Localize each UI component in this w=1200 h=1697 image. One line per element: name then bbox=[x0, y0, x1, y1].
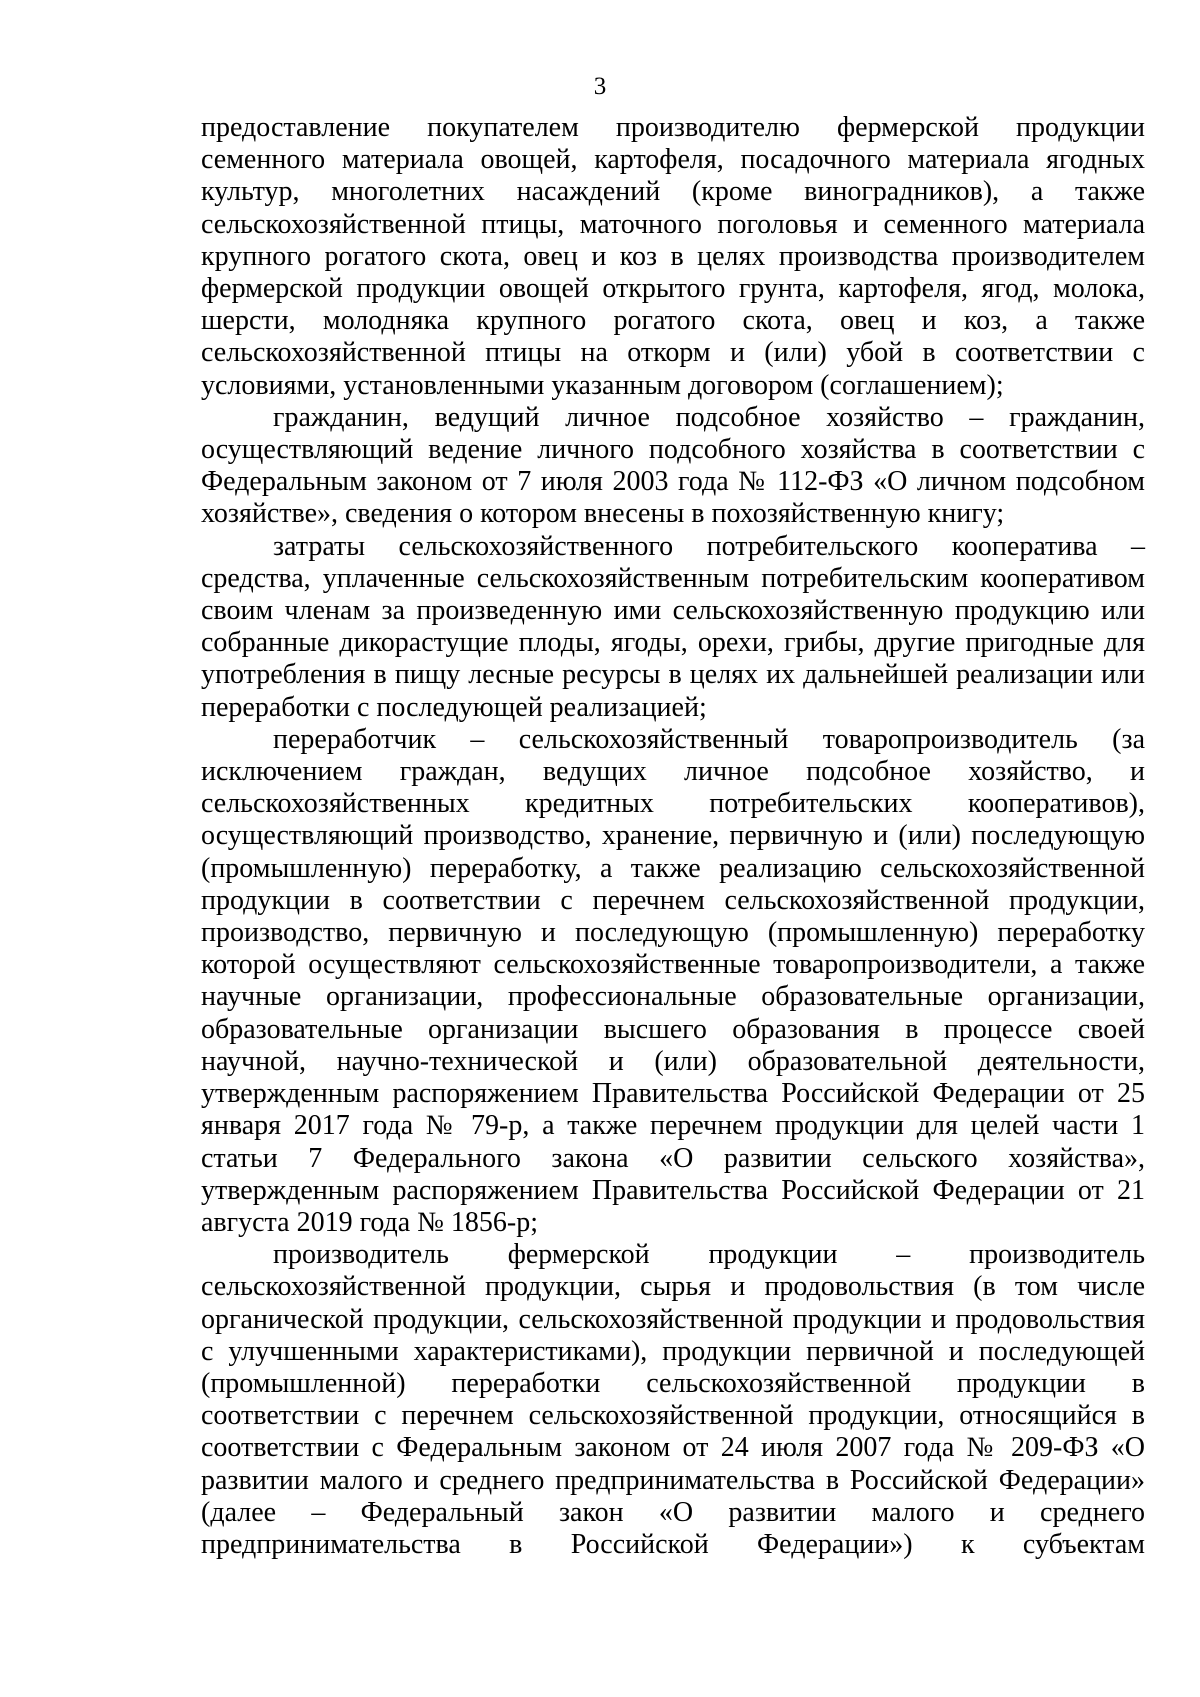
document-body bbox=[201, 112, 1145, 1561]
paragraph-continuation: предоставление покупателем производителю фермерской продукции семенного материала овощей, картофеля, посадочного материала ягодных культур, многолетних насаждений (кроме виноградников), а также сельскохозяйственной птицы, маточного поголовья и семенного материала крупного рогатого скота, овец и коз в целях производства производителем фермерской продукции овощей открытого грунта, картофеля, ягод, молока, шерсти, молодняка крупного рогатого скота, овец и коз, а также сельскохозяйственной птицы на откорм и (или) убой в соответствии с условиями, установленными указанным договором (соглашением); bbox=[201, 112, 1145, 401]
paragraph-definition-cooperative-costs: затраты сельскохозяйственного потребительского кооператива – средства, уплаченные сельскохозяйственным потребительским кооперативом своим членам за произведенную ими сельскохозяйственную продукцию или собранные дикорастущие плоды, ягоды, орехи, грибы, другие пригодные для употребления в пищу лесные ресурсы в целях их дальнейшей реализации или переработки с последующей реализацией; bbox=[201, 530, 1145, 723]
paragraph-definition-farm-producer: производитель фермерской продукции – производитель сельскохозяйственной продукции, сырья и продовольствия (в том числе органической продукции, сельскохозяйственной продукции и продовольствия с улучшенными характеристиками), продукции первичной и последующей (промышленной) переработки сельскохозяйственной продукции в соответствии с перечнем сельскохозяйственной продукции, относящийся в соответствии с Федеральным законом от 24 июля 2007 года № 209-ФЗ «О развитии малого и среднего предпринимательства в Российской Федерации» (далее – Федеральный закон «О развитии малого и среднего предпринимательства в Российской Федерации») к субъектам bbox=[201, 1239, 1145, 1560]
page-number: 3 bbox=[593, 73, 607, 100]
paragraph-definition-processor: переработчик – сельскохозяйственный товаропроизводитель (за исключением граждан, ведущих личное подсобное хозяйство, и сельскохозяйственных кредитных потребительских кооперативов), осуществляющий производство, хранение, первичную и (или) последующую (промышленную) переработку, а также реализацию сельскохозяйственной продукции в соответствии с перечнем сельскохозяйственной продукции, производство, первичную и последующую (промышленную) переработку которой осуществляют сельскохозяйственные товаропроизводители, а также научные организации, профессиональные образовательные организации, образовательные организации высшего образования в процессе своей научной, научно-технической и (или) образовательной деятельности, утвержденным распоряжением Правительства Российской Федерации от 25 января 2017 года № 79-р, а также перечнем продукции для целей части 1 статьи 7 Федерального закона «О развитии сельского хозяйства», утвержденным распоряжением Правительства Российской Федерации от 21 августа 2019 года № 1856-р; bbox=[201, 723, 1145, 1238]
paragraph-definition-citizen: гражданин, ведущий личное подсобное хозяйство – гражданин, осуществляющий ведение личного подсобного хозяйства в соответствии с Федеральным законом от 7 июля 2003 года № 112-ФЗ «О личном подсобном хозяйстве», сведения о котором внесены в похозяйственную книгу; bbox=[201, 401, 1145, 530]
